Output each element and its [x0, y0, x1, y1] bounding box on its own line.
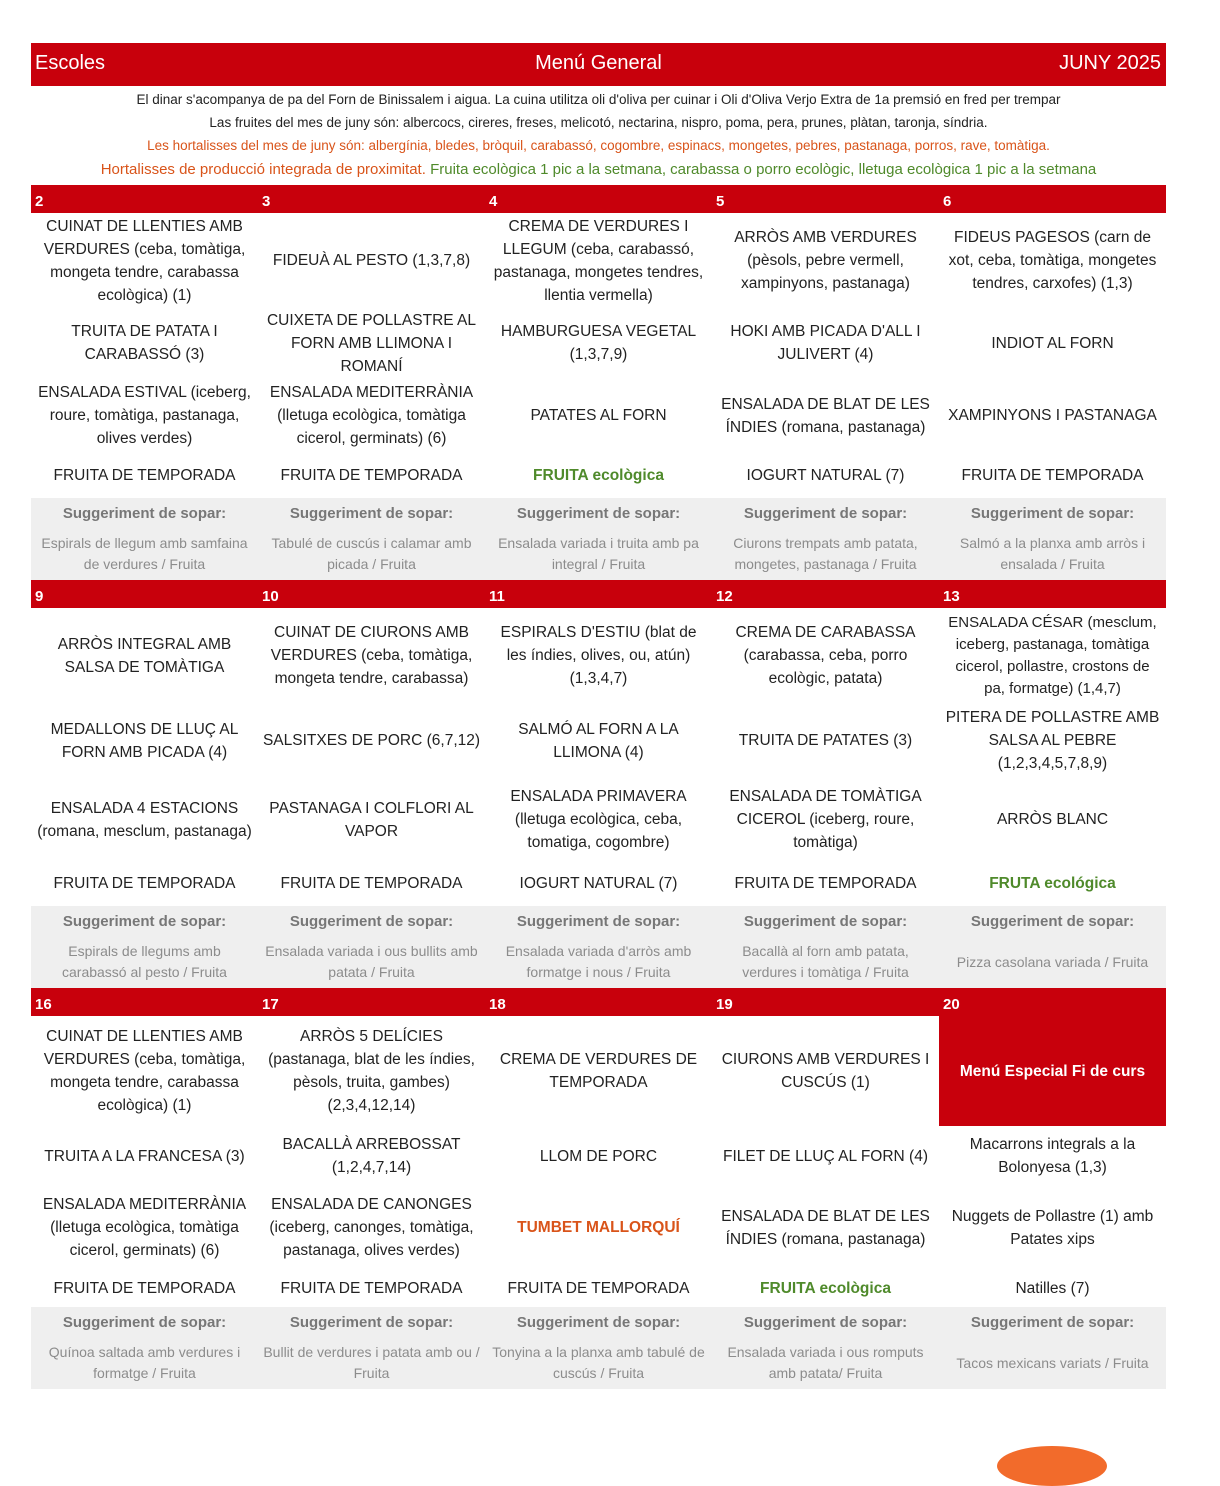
- first-course: FIDEUÀ AL PESTO (1,3,7,8): [272, 252, 471, 269]
- dessert: IOGURT NATURAL (7): [519, 875, 678, 892]
- side-course: ENSALADA MEDITERRÀNIA (lletuga ecològica, tomàtiga cicerol, germinats) (6): [42, 1196, 247, 1259]
- day-number: 10: [262, 588, 279, 605]
- dinner-suggestion: Ensalada variada d'arròs amb formatge i nous / Fruita: [485, 936, 712, 988]
- intro-vegetables: Les hortalisses del mes de juny són: albergínia, bledes, bròquil, carabassó, cogombre, espinacs, mongetes, pebres, pastanaga, porros, rave, tomàtiga.: [147, 138, 1050, 153]
- day-number: 12: [716, 588, 733, 605]
- day-number: 9: [35, 588, 44, 605]
- side-course: ARRÒS BLANC: [996, 811, 1109, 828]
- dessert: FRUTA ecológica: [989, 875, 1116, 892]
- day-number: 4: [489, 193, 498, 210]
- side-course: ENSALADA DE BLAT DE LES ÍNDIES (romana, pastanaga): [721, 1207, 930, 1248]
- dessert: FRUITA DE TEMPORADA: [734, 875, 917, 892]
- second-course: CUIXETA DE POLLASTRE AL FORN AMB LLIMONA I ROMANÍ: [266, 311, 477, 375]
- dinner-suggestion-label: Suggeriment de sopar:: [712, 1307, 939, 1337]
- intro-production-ecological: Fruita ecològica 1 pic a la setmana, carabassa o porro ecològic, lletuga ecològica 1 pic a la setmana: [430, 161, 1097, 178]
- dinner-suggestion-label: Suggeriment de sopar:: [939, 906, 1166, 936]
- dinner-suggestion: Pizza casolana variada / Fruita: [939, 936, 1166, 988]
- week-3-day-header: [31, 988, 1166, 1016]
- dinner-suggestion-label: Suggeriment de sopar:: [939, 1307, 1166, 1337]
- dinner-suggestion: Quínoa saltada amb verdures i formatge / Fruita: [31, 1337, 258, 1389]
- second-course: TRUITA DE PATATES (3): [738, 732, 913, 749]
- side-course: ENSALADA DE CANONGES (iceberg, canonges, tomàtiga, pastanaga, olives verdes): [269, 1196, 474, 1259]
- dinner-suggestion-label: Suggeriment de sopar:: [939, 498, 1166, 528]
- dinner-suggestion: Bullit de verdures i patata amb ou / Fruita: [258, 1337, 485, 1389]
- day-number: 13: [943, 588, 960, 605]
- intro-fruits: Las fruites del mes de juny són: albercocs, cireres, freses, melicotó, nectarina, nispro, poma, pera, prunes, plàtan, taronja, síndria.: [209, 115, 988, 130]
- dinner-suggestion: Espirals de llegums amb carabassó al pesto / Fruita: [31, 936, 258, 988]
- week-1-meals: [31, 213, 1166, 580]
- day-number: 17: [262, 996, 279, 1013]
- end-of-course-special-menu: Menú Especial Fi de curs: [939, 1016, 1166, 1126]
- dinner-suggestion-label: Suggeriment de sopar:: [485, 1307, 712, 1337]
- decorative-orange-shape: [997, 1446, 1107, 1486]
- week-1: [31, 185, 1166, 580]
- second-course: TRUITA DE PATATA I CARABASSÓ (3): [71, 323, 218, 363]
- second-course: HOKI AMB PICADA D'ALL I JULIVERT (4): [730, 323, 921, 363]
- first-course: ESPIRALS D'ESTIU (blat de les índies, olives, ou, atún) (1,3,4,7): [500, 624, 697, 687]
- second-course: INDIOT AL FORN: [991, 334, 1114, 352]
- intro-production-local: Hortalisses de producció integrada de proximitat.: [100, 161, 426, 178]
- day-number: 3: [262, 193, 271, 210]
- month-label: JUNY 2025: [1059, 52, 1161, 74]
- dinner-suggestion: Ensalada variada i ous romputs amb patata/ Fruita: [712, 1337, 939, 1389]
- dinner-suggestion: Salmó a la planxa amb arròs i ensalada / Fruita: [939, 528, 1166, 580]
- dessert: FRUITA ecològica: [533, 467, 664, 484]
- day-number: 5: [716, 193, 725, 210]
- side-course: PASTANAGA I COLFLORI AL VAPOR: [269, 799, 474, 840]
- dessert: FRUITA ecològica: [760, 1279, 891, 1297]
- first-course: ENSALADA CÉSAR (mesclum, iceberg, pastanaga, tomàtiga cicerol, pollastre, crostons de pa, formatge) (1,4,7): [948, 613, 1157, 697]
- dinner-suggestion: Ciurons trempats amb patata, mongetes, pastanaga / Fruita: [712, 528, 939, 580]
- side-course: ENSALADA DE BLAT DE LES ÍNDIES (romana, pastanaga): [721, 395, 930, 436]
- second-course: Macarrons integrals a la Bolonyesa (1,3): [969, 1136, 1136, 1176]
- dinner-suggestion-label: Suggeriment de sopar:: [258, 498, 485, 528]
- dinner-suggestion-label: Suggeriment de sopar:: [258, 1307, 485, 1337]
- week-2-day-header: [31, 580, 1166, 608]
- week-3: [31, 988, 1166, 1389]
- second-course: FILET DE LLUÇ AL FORN (4): [723, 1147, 928, 1165]
- first-course: CUINAT DE CIURONS AMB VERDURES (ceba, tomàtiga, mongeta tendre, carabassa): [270, 624, 473, 687]
- side-course: ENSALADA MEDITERRÀNIA (lletuga ecològica, tomàtiga cicerol, germinats) (6): [269, 384, 474, 447]
- dessert: FRUITA DE TEMPORADA: [280, 467, 463, 484]
- first-course: ARRÒS AMB VERDURES (pèsols, pebre vermell, xampinyons, pastanaga): [734, 229, 917, 292]
- first-course: CUINAT DE LLENTIES AMB VERDURES (ceba, tomàtiga, mongeta tendre, carabassa ecològica) (1): [43, 1028, 246, 1114]
- intro-bread-oil: El dinar s'acompanya de pa del Forn de Binissalem i aigua. La cuina utilitza oli d'oliva per cuinar i Oli d'Oliva Verjo Extra de 1a premsió en fred per trempar: [136, 92, 1061, 107]
- week-2-meals: [31, 608, 1166, 988]
- second-course: SALSITXES DE PORC (6,7,12): [262, 732, 481, 749]
- week-3-meals: [31, 1016, 1166, 1389]
- dinner-suggestion-label: Suggeriment de sopar:: [485, 906, 712, 936]
- school-label: Escoles: [35, 52, 106, 74]
- dessert: Natilles (7): [1015, 1279, 1090, 1297]
- dinner-suggestion-label: Suggeriment de sopar:: [258, 906, 485, 936]
- side-course: ENSALADA 4 ESTACIONS (romana, mesclum, pastanaga): [37, 799, 252, 840]
- header-bar: [31, 43, 1166, 86]
- dessert: IOGURT NATURAL (7): [746, 467, 905, 484]
- first-course: CREMA DE VERDURES DE TEMPORADA: [499, 1051, 698, 1091]
- day-number: 20: [943, 996, 960, 1013]
- first-course: ARRÒS 5 DELÍCIES (pastanaga, blat de les índies, pèsols, truita, gambes) (2,3,4,12,14): [268, 1028, 475, 1114]
- day-number: 6: [943, 193, 952, 210]
- dessert: FRUITA DE TEMPORADA: [507, 1279, 690, 1297]
- first-course: CREMA DE VERDURES I LLEGUM (ceba, carabassó, pastanaga, mongetes tendres, llentia vermella): [493, 217, 704, 304]
- menu-page: [31, 43, 1166, 1389]
- second-course: SALMÓ AL FORN A LA LLIMONA (4): [518, 720, 679, 761]
- dessert: FRUITA DE TEMPORADA: [53, 1279, 236, 1297]
- dessert: FRUITA DE TEMPORADA: [280, 875, 463, 892]
- dessert: FRUITA DE TEMPORADA: [53, 875, 236, 892]
- dinner-suggestion: Tabulé de cuscús i calamar amb picada / Fruita: [258, 528, 485, 580]
- dinner-suggestion: Tacos mexicans variats / Fruita: [939, 1337, 1166, 1389]
- day-number: 18: [489, 996, 506, 1013]
- first-course: CREMA DE CARABASSA (carabassa, ceba, porro ecològic, patata): [735, 624, 916, 687]
- week-2: [31, 580, 1166, 988]
- dinner-suggestion: Bacallà al forn amb patata, verdures i tomàtiga / Fruita: [712, 936, 939, 988]
- side-course: ENSALADA DE TOMÀTIGA CICEROL (iceberg, roure, tomàtiga): [729, 788, 922, 851]
- first-course: FIDEUS PAGESOS (carn de xot, ceba, tomàtiga, mongetes tendres, carxofes) (1,3): [948, 229, 1157, 292]
- second-course: HAMBURGUESA VEGETAL (1,3,7,9): [500, 323, 697, 363]
- first-course: CIURONS AMB VERDURES I CUSCÚS (1): [721, 1051, 930, 1091]
- second-course: MEDALLONS DE LLUÇ AL FORN AMB PICADA (4): [50, 720, 239, 761]
- intro-notes: [31, 86, 1166, 183]
- second-course: PITERA DE POLLASTRE AMB SALSA AL PEBRE (1,2,3,4,5,7,8,9): [945, 709, 1160, 772]
- dinner-suggestion: Espirals de llegum amb samfaina de verdures / Fruita: [31, 528, 258, 580]
- day-number: 11: [489, 588, 505, 605]
- dessert: FRUITA DE TEMPORADA: [280, 1279, 463, 1297]
- intro-production: [31, 157, 1166, 183]
- day-number: 2: [35, 193, 44, 210]
- dinner-suggestion-label: Suggeriment de sopar:: [485, 498, 712, 528]
- dinner-suggestion-label: Suggeriment de sopar:: [31, 1307, 258, 1337]
- day-number: 16: [35, 996, 52, 1013]
- first-course: CUINAT DE LLENTIES AMB VERDURES (ceba, tomàtiga, mongeta tendre, carabassa ecològica) (1): [43, 217, 246, 304]
- dinner-suggestion: Ensalada variada i ous bullits amb patata / Fruita: [258, 936, 485, 988]
- side-course: Nuggets de Pollastre (1) amb Patates xips: [951, 1207, 1154, 1248]
- day-number: 19: [716, 996, 733, 1013]
- dinner-suggestion: Ensalada variada i truita amb pa integral / Fruita: [485, 528, 712, 580]
- menu-title: Menú General: [535, 52, 662, 74]
- second-course: TRUITA A LA FRANCESA (3): [44, 1147, 245, 1165]
- second-course: BACALLÀ ARREBOSSAT (1,2,4,7,14): [282, 1136, 461, 1176]
- dessert: FRUITA DE TEMPORADA: [53, 467, 236, 484]
- side-course: XAMPINYONS I PASTANAGA: [948, 407, 1157, 424]
- second-course: LLOM DE PORC: [539, 1147, 658, 1165]
- dinner-suggestion: Tonyina a la planxa amb tabulé de cuscús / Fruita: [485, 1337, 712, 1389]
- side-course: PATATES AL FORN: [530, 407, 667, 424]
- dinner-suggestion-label: Suggeriment de sopar:: [712, 906, 939, 936]
- side-course: ENSALADA PRIMAVERA (lletuga ecològica, ceba, tomatiga, cogombre): [510, 788, 687, 851]
- dinner-suggestion-label: Suggeriment de sopar:: [712, 498, 939, 528]
- first-course: ARRÒS INTEGRAL AMB SALSA DE TOMÀTIGA: [57, 635, 232, 676]
- dinner-suggestion-label: Suggeriment de sopar:: [31, 498, 258, 528]
- side-course: ENSALADA ESTIVAL (iceberg, roure, tomàtiga, pastanaga, olives verdes): [38, 384, 251, 447]
- dinner-suggestion-label: Suggeriment de sopar:: [31, 906, 258, 936]
- week-1-day-header: [31, 185, 1166, 213]
- dessert: FRUITA DE TEMPORADA: [961, 467, 1144, 484]
- side-course: TUMBET MALLORQUÍ: [517, 1219, 680, 1236]
